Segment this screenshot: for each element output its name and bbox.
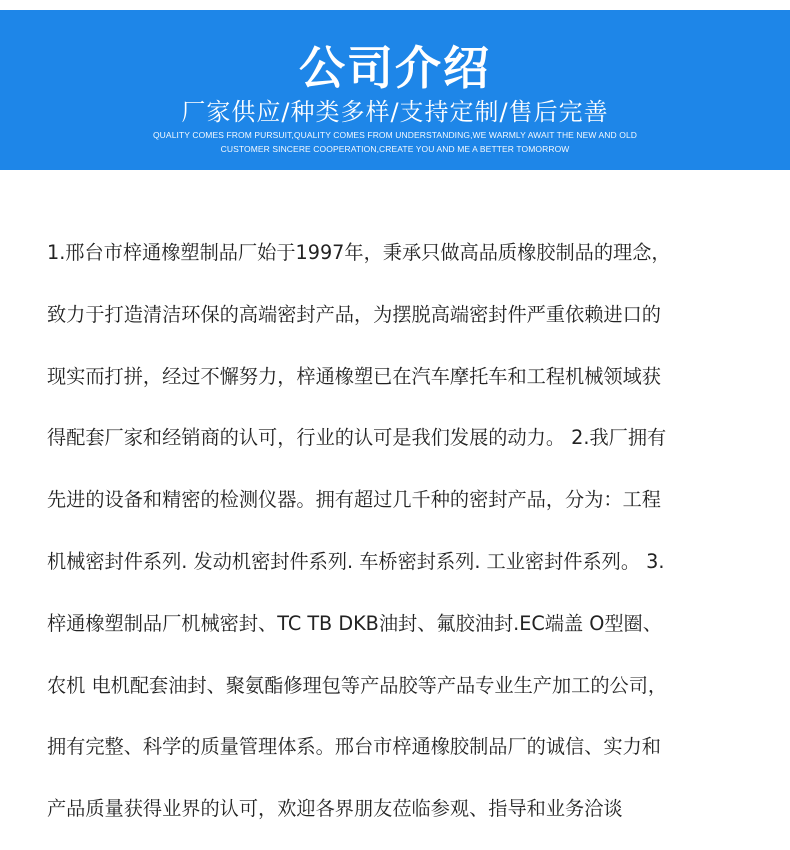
paragraph-line: 得配套厂家和经销商的认可，行业的认可是我们发展的动力。 2.我厂拥有 (47, 426, 667, 450)
paragraph-line: 先进的设备和精密的检测仪器。拥有超过几千种的密封产品，分为：工程 (47, 488, 661, 512)
banner-english-tagline (120, 128, 670, 156)
paragraph-line: 产品质量获得业界的认可，欢迎各界朋友莅临参观、指导和业务洽谈 (47, 797, 623, 821)
paragraph-line: 1.邢台市梓通橡塑制品厂始于1997年，秉承只做高品质橡胶制品的理念， (47, 241, 671, 264)
banner-title: 公司介绍 (299, 41, 491, 95)
banner-subtitle: 厂家供应/种类多样/支持定制/售后完善 (181, 98, 609, 126)
paragraph-line: 现实而打拼，经过不懈努力，梓通橡塑已在汽车摩托车和工程机械领域获 (47, 364, 661, 388)
banner-english-line: QUALITY COMES FROM PURSUIT,QUALITY COMES FROM UNDERSTANDING,WE WARMLY AWAIT THE NEW AND OLD (152, 130, 638, 140)
paragraph-line: 致力于打造清洁环保的高端密封产品，为摆脱高端密封件严重依赖进口的 (47, 302, 661, 326)
paragraph-line: 拥有完整、科学的质量管理体系。邢台市梓通橡胶制品厂的诚信、实力和 (47, 735, 661, 759)
paragraph-line: 农机 电机配套油封、聚氨酯修理包等产品胶等产品专业生产加工的公司， (47, 673, 668, 697)
company-description (47, 222, 757, 840)
paragraph-line: 梓通橡塑制品厂机械密封、TC TB DKB油封、氟胶油封.EC端盖 O型圈、 (47, 611, 662, 635)
paragraph-line: 机械密封件系列. 发动机密封件系列. 车桥密封系列. 工业密封件系列。 3. (47, 549, 665, 573)
banner-english-line: CUSTOMER SINCERE COOPERATION,CREATE YOU AND ME A BETTER TOMORROW (220, 144, 570, 154)
header-banner (0, 10, 790, 170)
